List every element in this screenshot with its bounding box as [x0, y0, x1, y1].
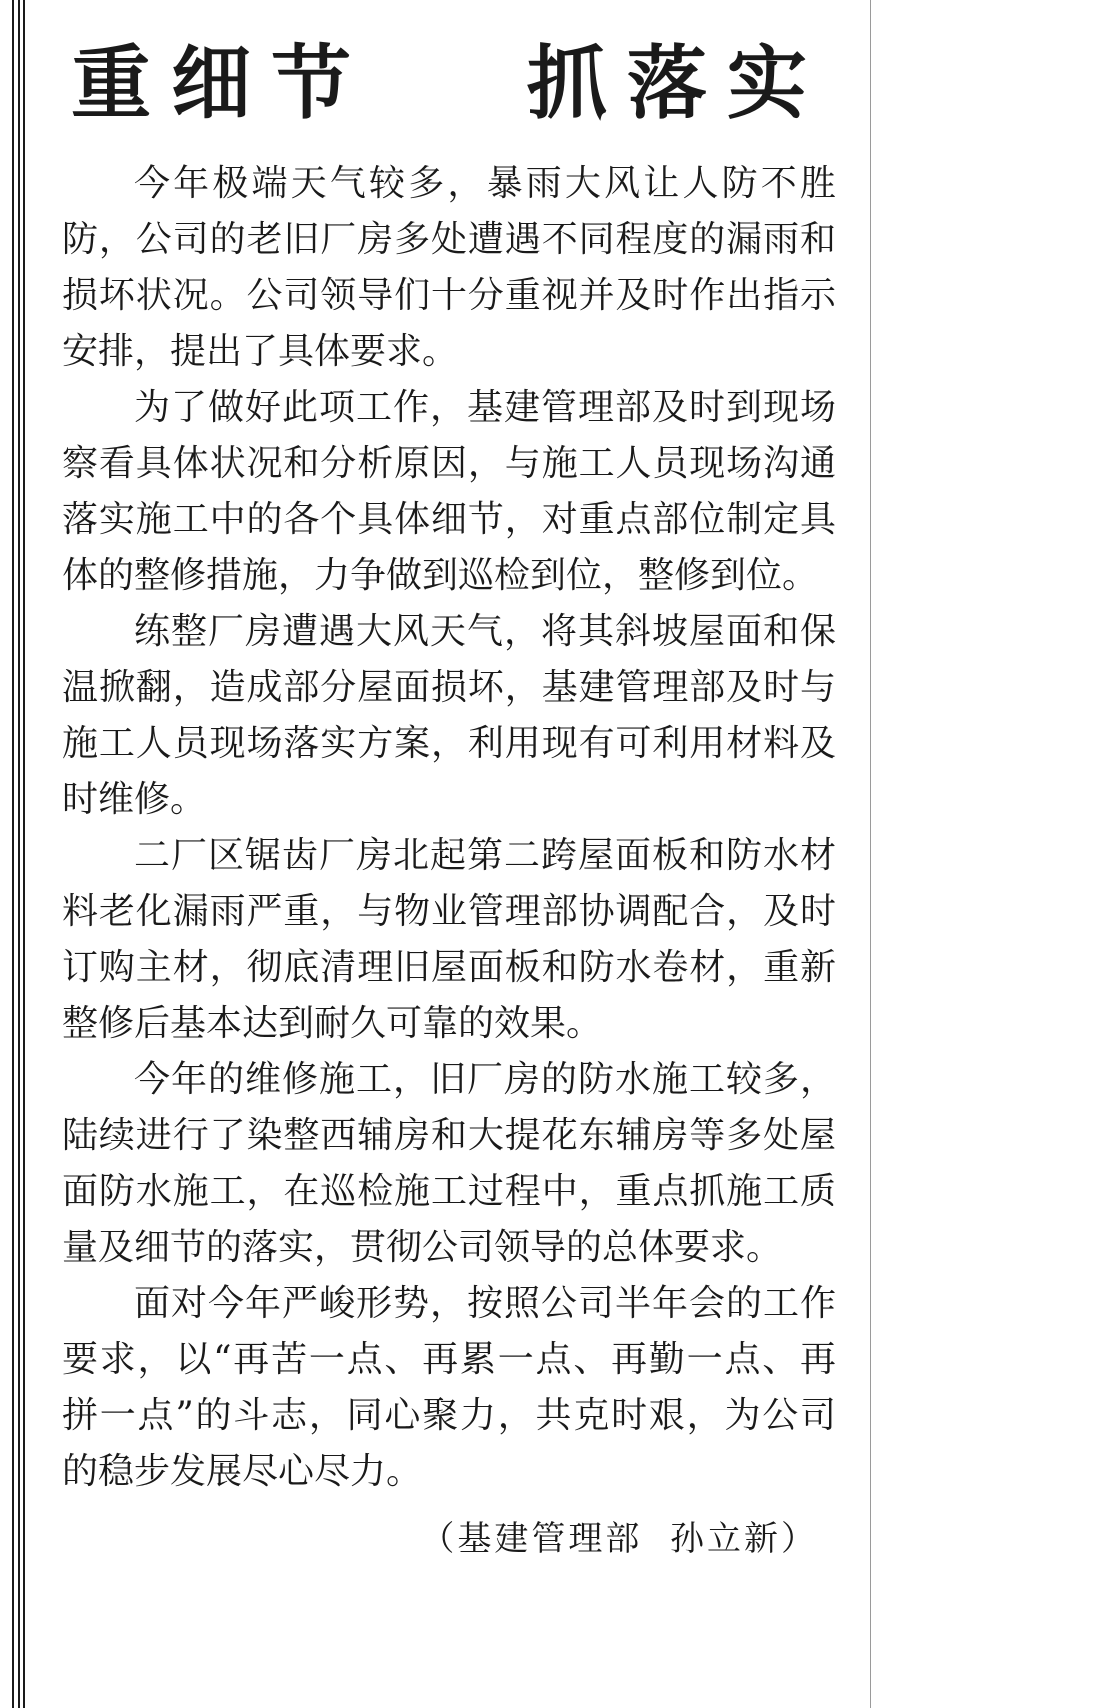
article-title: 重细节 抓落实 — [71, 37, 827, 130]
article — [62, 34, 836, 1564]
author-byline: （基建管理部 孙立新） — [420, 1519, 818, 1559]
left-border-rule — [23, 0, 25, 1708]
paragraph: 今年的维修施工，旧厂房的防水施工较多，陆续进行了染整西辅房和大提花东辅房等多处屋面防水施工，在巡检施工过程中，重点抓施工质量及细节的落实，贯彻公司领导的总体要求。 — [62, 1059, 836, 1268]
paragraph: 二厂区锯齿厂房北起第二跨屋面板和防水材料老化漏雨严重，与物业管理部协调配合，及时订购主材，彻底清理旧屋面板和防水卷材，重新整修后基本达到耐久可靠的效果。 — [62, 835, 836, 1044]
paragraph: 练整厂房遭遇大风天气，将其斜坡屋面和保温掀翻，造成部分屋面损坏，基建管理部及时与施工人员现场落实方案，利用现有可利用材料及时维修。 — [62, 611, 836, 820]
paragraph: 为了做好此项工作，基建管理部及时到现场察看具体状况和分析原因，与施工人员现场沟通落实施工中的各个具体细节，对重点部位制定具体的整修措施，力争做到巡检到位，整修到位。 — [62, 387, 836, 596]
paragraph: 面对今年严峻形势，按照公司半年会的工作要求，以“再苦一点、再累一点、再勤一点、再拼一点”的斗志，同心聚力，共克时艰，为公司的稳步发展尽心尽力。 — [62, 1283, 836, 1492]
left-border-rule — [12, 0, 14, 1708]
column-divider — [870, 0, 871, 1708]
paragraph: 今年极端天气较多，暴雨大风让人防不胜防，公司的老旧厂房多处遭遇不同程度的漏雨和损坏状况。公司领导们十分重视并及时作出指示安排，提出了具体要求。 — [62, 163, 836, 372]
left-border-rule — [18, 0, 20, 1708]
